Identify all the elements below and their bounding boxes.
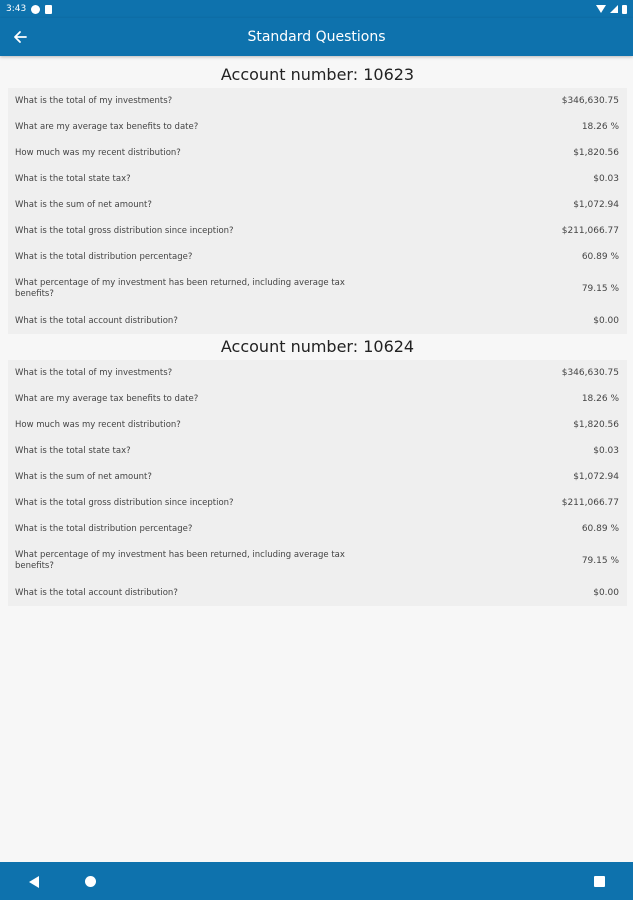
answer-value: 18.26 %: [581, 122, 619, 132]
question-text: What percentage of my investment has been returned, including average tax benefits?: [15, 278, 345, 299]
question-text: What is the total account distribution?: [15, 315, 178, 326]
answer-value: 79.15 %: [581, 284, 619, 294]
qa-row: [8, 516, 627, 542]
qa-row: [8, 412, 627, 438]
page-title: Standard Questions: [247, 29, 386, 45]
qa-row: [8, 360, 627, 386]
question-text: What is the total state tax?: [15, 445, 131, 456]
account-title: Account number: 10623: [220, 65, 415, 84]
answer-value: 18.26 %: [581, 394, 619, 404]
battery-icon: [622, 5, 627, 14]
question-text: What is the total of my investments?: [15, 367, 173, 378]
arrow-left-icon: [13, 30, 27, 44]
answer-value: $0.03: [593, 174, 619, 184]
answer-value: $1,072.94: [573, 200, 619, 210]
status-time: 3:43: [6, 4, 27, 14]
answer-value: $211,066.77: [561, 226, 619, 236]
answer-value: 79.15 %: [581, 556, 619, 566]
question-text: What is the total of my investments?: [15, 95, 173, 106]
question-text: How much was my recent distribution?: [15, 147, 181, 158]
qa-row: [8, 192, 627, 218]
question-text: What is the total gross distribution since inception?: [15, 497, 234, 508]
question-text: What is the total account distribution?: [15, 587, 178, 598]
account-title: Account number: 10624: [220, 337, 415, 356]
question-text: What is the total distribution percentage?: [15, 523, 193, 534]
question-text: What is the sum of net amount?: [15, 199, 152, 210]
qa-row: [8, 244, 627, 270]
question-text: What are my average tax benefits to date?: [15, 121, 199, 132]
answer-value: $211,066.77: [561, 498, 619, 508]
triangle-back-icon[interactable]: [29, 876, 39, 888]
question-text: What are my average tax benefits to date?: [15, 393, 199, 404]
answer-value: $0.00: [593, 316, 619, 326]
qa-row: [8, 114, 627, 140]
qa-row: [8, 218, 627, 244]
qa-row: [8, 140, 627, 166]
question-text: What is the total state tax?: [15, 173, 131, 184]
account-section: [8, 62, 627, 334]
accounts-list: [8, 62, 627, 606]
notification-storage-icon: [45, 5, 52, 14]
answer-value: 60.89 %: [581, 252, 619, 262]
account-section: [8, 334, 627, 606]
qa-row: [8, 270, 627, 308]
square-recent-icon[interactable]: [594, 876, 605, 887]
notification-app-icon: [31, 5, 40, 14]
answer-value: $1,820.56: [573, 148, 619, 158]
qa-row: [8, 580, 627, 606]
qa-row: [8, 438, 627, 464]
qa-row: [8, 386, 627, 412]
signal-icon: [610, 5, 618, 13]
qa-row: [8, 308, 627, 334]
question-text: What is the total gross distribution since inception?: [15, 225, 234, 236]
status-bar: [0, 0, 633, 18]
app-bar: [0, 18, 633, 56]
qa-row: [8, 166, 627, 192]
qa-table: [8, 360, 627, 606]
qa-table: [8, 88, 627, 334]
answer-value: $0.00: [593, 588, 619, 598]
question-text: What percentage of my investment has been returned, including average tax benefits?: [15, 550, 345, 571]
answer-value: $346,630.75: [561, 96, 619, 106]
back-button[interactable]: [10, 27, 30, 47]
question-text: How much was my recent distribution?: [15, 419, 181, 430]
circle-home-icon[interactable]: [85, 876, 96, 887]
answer-value: 60.89 %: [581, 524, 619, 534]
wifi-icon: [596, 5, 606, 13]
answer-value: $0.03: [593, 446, 619, 456]
question-text: What is the total distribution percentage?: [15, 251, 193, 262]
question-text: What is the sum of net amount?: [15, 471, 152, 482]
answer-value: $346,630.75: [561, 368, 619, 378]
system-nav-bar: [0, 862, 633, 900]
qa-row: [8, 490, 627, 516]
qa-row: [8, 464, 627, 490]
qa-row: [8, 88, 627, 114]
answer-value: $1,072.94: [573, 472, 619, 482]
qa-row: [8, 542, 627, 580]
answer-value: $1,820.56: [573, 420, 619, 430]
